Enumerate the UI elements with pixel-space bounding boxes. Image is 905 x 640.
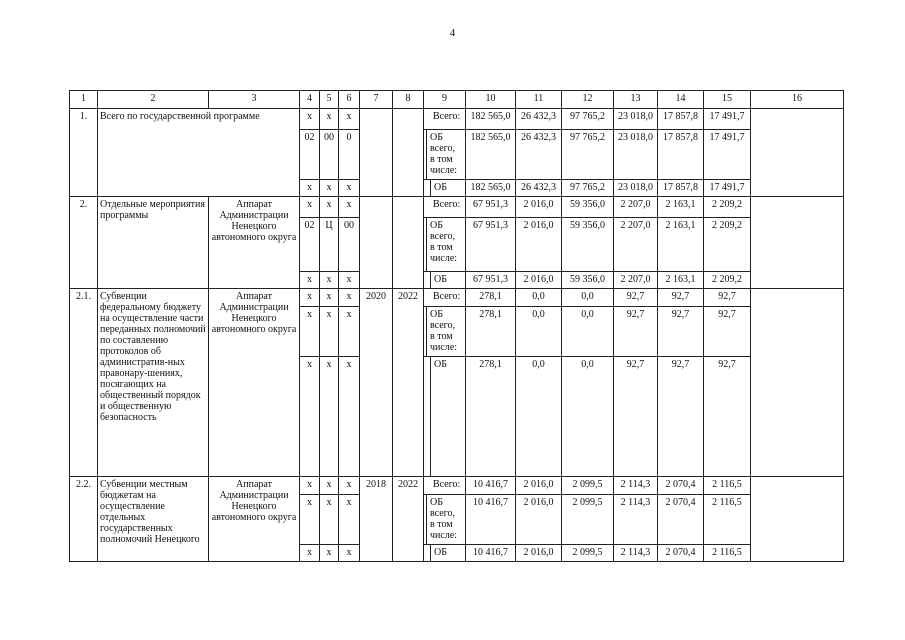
- note-cell: [751, 109, 844, 197]
- amount-cell: 2 070,4: [658, 477, 704, 495]
- code-col4: х: [300, 495, 320, 545]
- amount-cell: 2 209,2: [704, 218, 751, 272]
- row-organization: Аппарат Администрации Ненецкого автономного округа: [209, 197, 300, 289]
- funding-source: [424, 307, 466, 357]
- funding-source: [424, 289, 466, 307]
- amount-cell: 92,7: [614, 357, 658, 477]
- start-year: 2018: [360, 477, 393, 562]
- amount-cell: 17 857,8: [658, 180, 704, 197]
- code-col4: 02: [300, 130, 320, 180]
- amount-cell: 2 207,0: [614, 272, 658, 289]
- amount-cell: 182 565,0: [466, 109, 516, 130]
- funding-source: [424, 357, 466, 477]
- code-col5: х: [320, 180, 339, 197]
- amount-cell: 26 432,3: [516, 180, 562, 197]
- table-row: [70, 289, 844, 307]
- funding-source: [424, 495, 466, 545]
- code-col6: х: [339, 109, 360, 130]
- header-cell: 9: [424, 91, 466, 109]
- amount-cell: 2 114,3: [614, 477, 658, 495]
- end-year: [393, 197, 424, 289]
- header-cell: 1: [70, 91, 98, 109]
- table-row: [70, 197, 844, 218]
- header-row: [70, 91, 844, 109]
- code-col6: х: [339, 272, 360, 289]
- code-col6: 00: [339, 218, 360, 272]
- header-cell: 7: [360, 91, 393, 109]
- note-cell: [751, 477, 844, 562]
- end-year: 2022: [393, 289, 424, 477]
- code-col4: 02: [300, 218, 320, 272]
- amount-cell: 17 491,7: [704, 180, 751, 197]
- code-col5: х: [320, 477, 339, 495]
- code-col5: х: [320, 495, 339, 545]
- row-title: Всего по государственной программе: [98, 109, 300, 197]
- code-col4: х: [300, 357, 320, 477]
- amount-cell: 17 491,7: [704, 109, 751, 130]
- end-year: [393, 109, 424, 197]
- code-col5: х: [320, 545, 339, 562]
- amount-cell: 2 114,3: [614, 545, 658, 562]
- code-col4: х: [300, 272, 320, 289]
- row-number: 2.: [70, 197, 98, 289]
- amount-cell: 2 207,0: [614, 197, 658, 218]
- amount-cell: 23 018,0: [614, 130, 658, 180]
- code-col5: Ц: [320, 218, 339, 272]
- amount-cell: 0,0: [562, 289, 614, 307]
- code-col5: х: [320, 307, 339, 357]
- funding-source-label: ОБ всего, в том числе:: [430, 220, 458, 264]
- amount-cell: 2 116,5: [704, 495, 751, 545]
- funding-source-label: Всего:: [433, 111, 461, 122]
- code-col4: х: [300, 180, 320, 197]
- code-col4: х: [300, 289, 320, 307]
- funding-source-label: Всего:: [433, 291, 461, 302]
- note-cell: [751, 289, 844, 477]
- code-col5: х: [320, 197, 339, 218]
- code-col6: х: [339, 357, 360, 477]
- amount-cell: 2 209,2: [704, 197, 751, 218]
- header-cell: 6: [339, 91, 360, 109]
- amount-cell: 92,7: [614, 289, 658, 307]
- row-number: 1.: [70, 109, 98, 197]
- row-organization: Аппарат Администрации Ненецкого автономного округа: [209, 289, 300, 477]
- code-col6: х: [339, 545, 360, 562]
- code-col6: х: [339, 197, 360, 218]
- code-col4: х: [300, 307, 320, 357]
- amount-cell: 2 116,5: [704, 477, 751, 495]
- header-cell: 14: [658, 91, 704, 109]
- row-number: 2.1.: [70, 289, 98, 477]
- header-cell: 16: [751, 91, 844, 109]
- header-cell: 2: [98, 91, 209, 109]
- amount-cell: 2 209,2: [704, 272, 751, 289]
- funding-source: [424, 109, 466, 130]
- funding-source: [424, 218, 466, 272]
- amount-cell: 0,0: [516, 307, 562, 357]
- funding-source-label: Всего:: [433, 199, 461, 210]
- row-title: Субвенции федеральному бюджету на осуществление части переданных полномочий по составлению протоколов об административ-ных правонару-шениях, посягающих на общественный порядок и общественную безопасность: [98, 289, 209, 477]
- amount-cell: 10 416,7: [466, 495, 516, 545]
- amount-cell: 2 207,0: [614, 218, 658, 272]
- amount-cell: 26 432,3: [516, 109, 562, 130]
- table-row: [70, 477, 844, 495]
- amount-cell: 2 016,0: [516, 218, 562, 272]
- amount-cell: 59 356,0: [562, 197, 614, 218]
- code-col5: х: [320, 289, 339, 307]
- amount-cell: 2 016,0: [516, 272, 562, 289]
- amount-cell: 2 016,0: [516, 545, 562, 562]
- row-title: Субвенции местным бюджетам на осуществление отдельных государственных полномочий Ненецкого: [98, 477, 209, 562]
- funding-source: [424, 477, 466, 495]
- amount-cell: 92,7: [614, 307, 658, 357]
- header-cell: 10: [466, 91, 516, 109]
- amount-cell: 59 356,0: [562, 218, 614, 272]
- amount-cell: 59 356,0: [562, 272, 614, 289]
- amount-cell: 0,0: [562, 357, 614, 477]
- amount-cell: 97 765,2: [562, 180, 614, 197]
- amount-cell: 17 491,7: [704, 130, 751, 180]
- amount-cell: 67 951,3: [466, 272, 516, 289]
- row-title: Отдельные мероприятия программы: [98, 197, 209, 289]
- start-year: [360, 197, 393, 289]
- amount-cell: 92,7: [704, 289, 751, 307]
- amount-cell: 2 163,1: [658, 218, 704, 272]
- amount-cell: 2 070,4: [658, 495, 704, 545]
- header-cell: 5: [320, 91, 339, 109]
- amount-cell: 278,1: [466, 289, 516, 307]
- funding-source-label: Всего:: [433, 479, 461, 490]
- amount-cell: 2 116,5: [704, 545, 751, 562]
- amount-cell: 92,7: [658, 307, 704, 357]
- amount-cell: 23 018,0: [614, 180, 658, 197]
- header-cell: 4: [300, 91, 320, 109]
- amount-cell: 92,7: [658, 289, 704, 307]
- amount-cell: 2 099,5: [562, 495, 614, 545]
- code-col5: х: [320, 357, 339, 477]
- header-cell: 12: [562, 91, 614, 109]
- amount-cell: 2 163,1: [658, 197, 704, 218]
- header-cell: 8: [393, 91, 424, 109]
- funding-source-label: ОБ: [434, 182, 447, 193]
- header-cell: 13: [614, 91, 658, 109]
- amount-cell: 17 857,8: [658, 109, 704, 130]
- header-cell: 11: [516, 91, 562, 109]
- amount-cell: 2 016,0: [516, 477, 562, 495]
- amount-cell: 10 416,7: [466, 545, 516, 562]
- program-table: [69, 90, 844, 562]
- page-number: 4: [449, 27, 456, 39]
- code-col6: х: [339, 180, 360, 197]
- amount-cell: 23 018,0: [614, 109, 658, 130]
- amount-cell: 182 565,0: [466, 130, 516, 180]
- code-col6: х: [339, 495, 360, 545]
- amount-cell: 0,0: [516, 357, 562, 477]
- code-col4: х: [300, 109, 320, 130]
- amount-cell: 0,0: [516, 289, 562, 307]
- amount-cell: 17 857,8: [658, 130, 704, 180]
- amount-cell: 67 951,3: [466, 218, 516, 272]
- header-cell: 3: [209, 91, 300, 109]
- code-col6: х: [339, 307, 360, 357]
- amount-cell: 2 099,5: [562, 477, 614, 495]
- row-organization: Аппарат Администрации Ненецкого автономного округа: [209, 477, 300, 562]
- amount-cell: 2 099,5: [562, 545, 614, 562]
- header-cell: 15: [704, 91, 751, 109]
- code-col5: х: [320, 272, 339, 289]
- code-col4: х: [300, 477, 320, 495]
- amount-cell: 97 765,2: [562, 109, 614, 130]
- amount-cell: 278,1: [466, 357, 516, 477]
- funding-source-label: ОБ всего, в том числе:: [430, 309, 458, 353]
- funding-source: [424, 545, 466, 562]
- funding-source-label: ОБ всего, в том числе:: [430, 132, 458, 176]
- end-year: 2022: [393, 477, 424, 562]
- start-year: 2020: [360, 289, 393, 477]
- start-year: [360, 109, 393, 197]
- table-row: [70, 109, 844, 130]
- funding-source: [424, 180, 466, 197]
- note-cell: [751, 197, 844, 289]
- amount-cell: 97 765,2: [562, 130, 614, 180]
- code-col6: х: [339, 289, 360, 307]
- amount-cell: 67 951,3: [466, 197, 516, 218]
- funding-source-label: ОБ: [434, 359, 447, 370]
- funding-source-label: ОБ всего, в том числе:: [430, 497, 458, 541]
- amount-cell: 26 432,3: [516, 130, 562, 180]
- code-col6: 0: [339, 130, 360, 180]
- amount-cell: 92,7: [704, 357, 751, 477]
- funding-source: [424, 197, 466, 218]
- code-col6: х: [339, 477, 360, 495]
- row-number: 2.2.: [70, 477, 98, 562]
- amount-cell: 92,7: [658, 357, 704, 477]
- amount-cell: 182 565,0: [466, 180, 516, 197]
- amount-cell: 2 114,3: [614, 495, 658, 545]
- amount-cell: 92,7: [704, 307, 751, 357]
- amount-cell: 2 016,0: [516, 197, 562, 218]
- code-col4: х: [300, 197, 320, 218]
- amount-cell: 278,1: [466, 307, 516, 357]
- funding-source: [424, 130, 466, 180]
- amount-cell: 10 416,7: [466, 477, 516, 495]
- amount-cell: 0,0: [562, 307, 614, 357]
- amount-cell: 2 070,4: [658, 545, 704, 562]
- amount-cell: 2 016,0: [516, 495, 562, 545]
- code-col4: х: [300, 545, 320, 562]
- code-col5: 00: [320, 130, 339, 180]
- amount-cell: 2 163,1: [658, 272, 704, 289]
- code-col5: х: [320, 109, 339, 130]
- funding-source-label: ОБ: [434, 547, 447, 558]
- funding-source: [424, 272, 466, 289]
- funding-source-label: ОБ: [434, 274, 447, 285]
